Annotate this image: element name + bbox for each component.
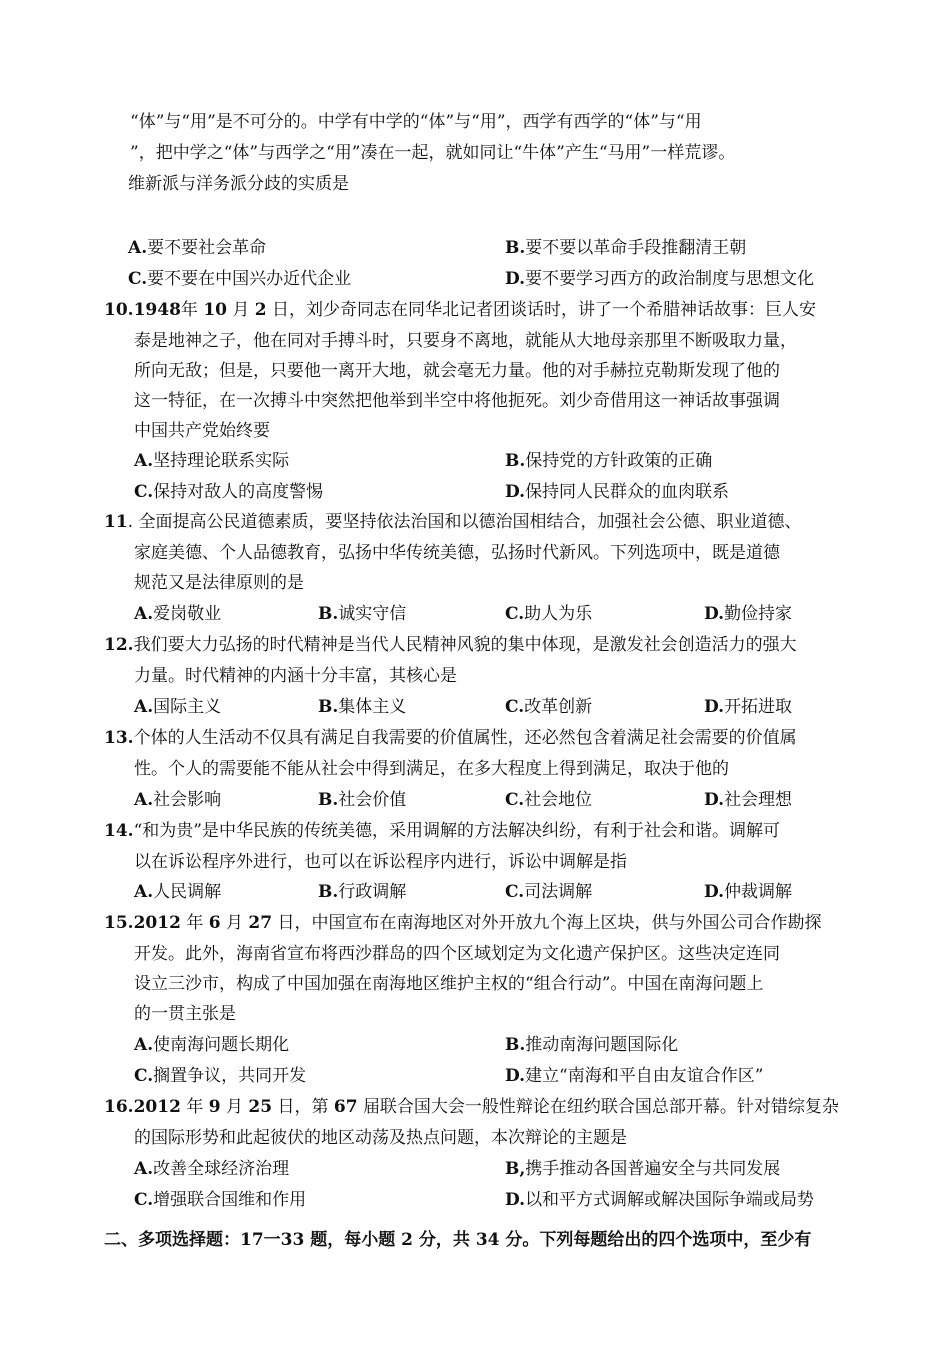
q15-option-d: D.建立“南海和平自由友谊合作区”	[505, 1066, 764, 1086]
q15-option-c: C.搁置争议，共同开发	[134, 1066, 307, 1086]
q15-stem-line-3: 设立三沙市，构成了中国加强在南海地区维护主权的“组合行动”。中国在南海问题上	[134, 974, 764, 994]
q13-stem-line-2: 性。个人的需要能不能从社会中得到满足，在多大程度上得到满足，取决于他的	[134, 759, 729, 779]
q9-option-c: C.要不要在中国兴办近代企业	[128, 269, 352, 289]
q12-option-a: A.国际主义	[134, 697, 222, 717]
q10-option-d: D.保持同人民群众的血肉联系	[505, 482, 730, 502]
q10-stem-line-3: 所向无敌；但是，只要他一离开大地，就会毫无力量。他的对手赫拉克勒斯发现了他的	[134, 361, 780, 381]
q10-stem-line-4: 这一特征，在一次搏斗中突然把他举到半空中将他扼死。刘少奇借用这一神话故事强调	[134, 391, 780, 411]
q11-stem-line-3: 规范又是法律原则的是	[134, 573, 304, 593]
q16-option-b: B,携手推动各国普遍安全与共同发展	[505, 1159, 781, 1179]
q12-stem-line-1: 12.我们要大力弘扬的时代精神是当代人民精神风貌的集中体现，是激发社会创造活力的强大	[104, 635, 797, 655]
q15-stem-line-2: 开发。此外，海南省宣布将西沙群岛的四个区域划定为文化遗产保护区。这些决定连同	[134, 944, 780, 964]
q10-option-a: A.坚持理论联系实际	[134, 451, 290, 471]
q15-option-b: B.推动南海问题国际化	[505, 1035, 679, 1055]
q13-stem-line-1: 13.个体的人生活动不仅具有满足自我需要的价值属性，还必然包含着满足社会需要的价值属	[104, 728, 797, 748]
q10-stem-line-5: 中国共产党始终要	[134, 421, 270, 441]
q16-stem-line-2: 的国际形势和此起彼伏的地区动荡及热点问题，本次辩论的主题是	[134, 1128, 627, 1148]
q13-option-a: A.社会影响	[134, 790, 222, 810]
q14-option-b: B.行政调解	[318, 882, 407, 902]
q10-option-c: C.保持对敌人的高度警惕	[134, 482, 324, 502]
q11-option-a: A.爱岗敬业	[134, 604, 222, 624]
q14-option-a: A.人民调解	[134, 882, 222, 902]
q10-option-b: B.保持党的方针政策的正确	[505, 451, 713, 471]
q12-option-b: B.集体主义	[318, 697, 407, 717]
q12-option-c: C.改革创新	[505, 697, 593, 717]
q11-stem-line-2: 家庭美德、个人品德教育，弘扬中华传统美德，弘扬时代新风。下列选项中，既是道德	[134, 543, 780, 563]
q10-stem-line-1: 10.1948年 10 月 2 日，刘少奇同志在同华北记者团谈话时，讲了一个希腊神话故事：巨人安	[104, 300, 817, 320]
q15-stem-line-1: 15.2012 年 6 月 27 日，中国宣布在南海地区对外开放九个海上区块，供与外国公司合作勘探	[104, 913, 822, 933]
q13-option-c: C.社会地位	[505, 790, 593, 810]
section-2-heading: 二、多项选择题：17一33 题，每小题 2 分，共 34 分。下列每题给出的四个选项中，至少有	[104, 1230, 812, 1250]
q10-stem-line-2: 泰是地神之子，他在同对手搏斗时，只要身不离地，就能从大地母亲那里不断吸取力量，	[134, 331, 797, 351]
q13-option-d: D.社会理想	[704, 790, 793, 810]
q9-stem-line-1: “体”与“用”是不可分的。中学有中学的“体”与“用”，西学有西学的“体”与“用	[130, 112, 702, 132]
q15-option-a: A.使南海问题长期化	[134, 1035, 290, 1055]
q11-option-c: C.助人为乐	[505, 604, 593, 624]
q9-option-b: B.要不要以革命手段推翻清王朝	[505, 238, 747, 258]
q16-option-d: D.以和平方式调解或解决国际争端或局势	[505, 1190, 815, 1210]
q16-option-c: C.增强联合国维和作用	[134, 1190, 307, 1210]
q11-stem-line-1: 11. 全面提高公民道德素质，要坚持依法治国和以德治国相结合，加强社会公德、职业道德、	[104, 512, 802, 532]
q14-stem-line-1: 14.“和为贵”是中华民族的传统美德，采用调解的方法解决纠纷，有利于社会和谐。调解可	[104, 821, 780, 841]
q16-stem-line-1: 16.2012 年 9 月 25 日，第 67 届联合国大会一般性辩论在纽约联合国总部开幕。针对错综复杂	[104, 1097, 839, 1117]
q9-option-d: D.要不要学习西方的政治制度与思想文化	[505, 269, 815, 289]
q14-stem-line-2: 以在诉讼程序外进行，也可以在诉讼程序内进行，诉讼中调解是指	[134, 852, 627, 872]
q13-option-b: B.社会价值	[318, 790, 407, 810]
q11-option-b: B.诚实守信	[318, 604, 407, 624]
q14-option-c: C.司法调解	[505, 882, 593, 902]
q14-option-d: D.仲裁调解	[704, 882, 793, 902]
q15-stem-line-4: 的一贯主张是	[134, 1004, 236, 1024]
q11-option-d: D.勤俭持家	[704, 604, 793, 624]
q9-option-a: A.要不要社会革命	[128, 238, 267, 258]
q12-stem-line-2: 力量。时代精神的内涵十分丰富，其核心是	[134, 666, 457, 686]
q9-stem-line-3: 维新派与洋务派分歧的实质是	[128, 174, 349, 194]
q9-stem-line-2: ”，把中学之“体”与西学之“用”凑在一起，就如同让“牛体”产生“马用”一样荒谬。	[130, 143, 736, 163]
q16-option-a: A.改善全球经济治理	[134, 1159, 290, 1179]
q12-option-d: D.开拓进取	[704, 697, 793, 717]
